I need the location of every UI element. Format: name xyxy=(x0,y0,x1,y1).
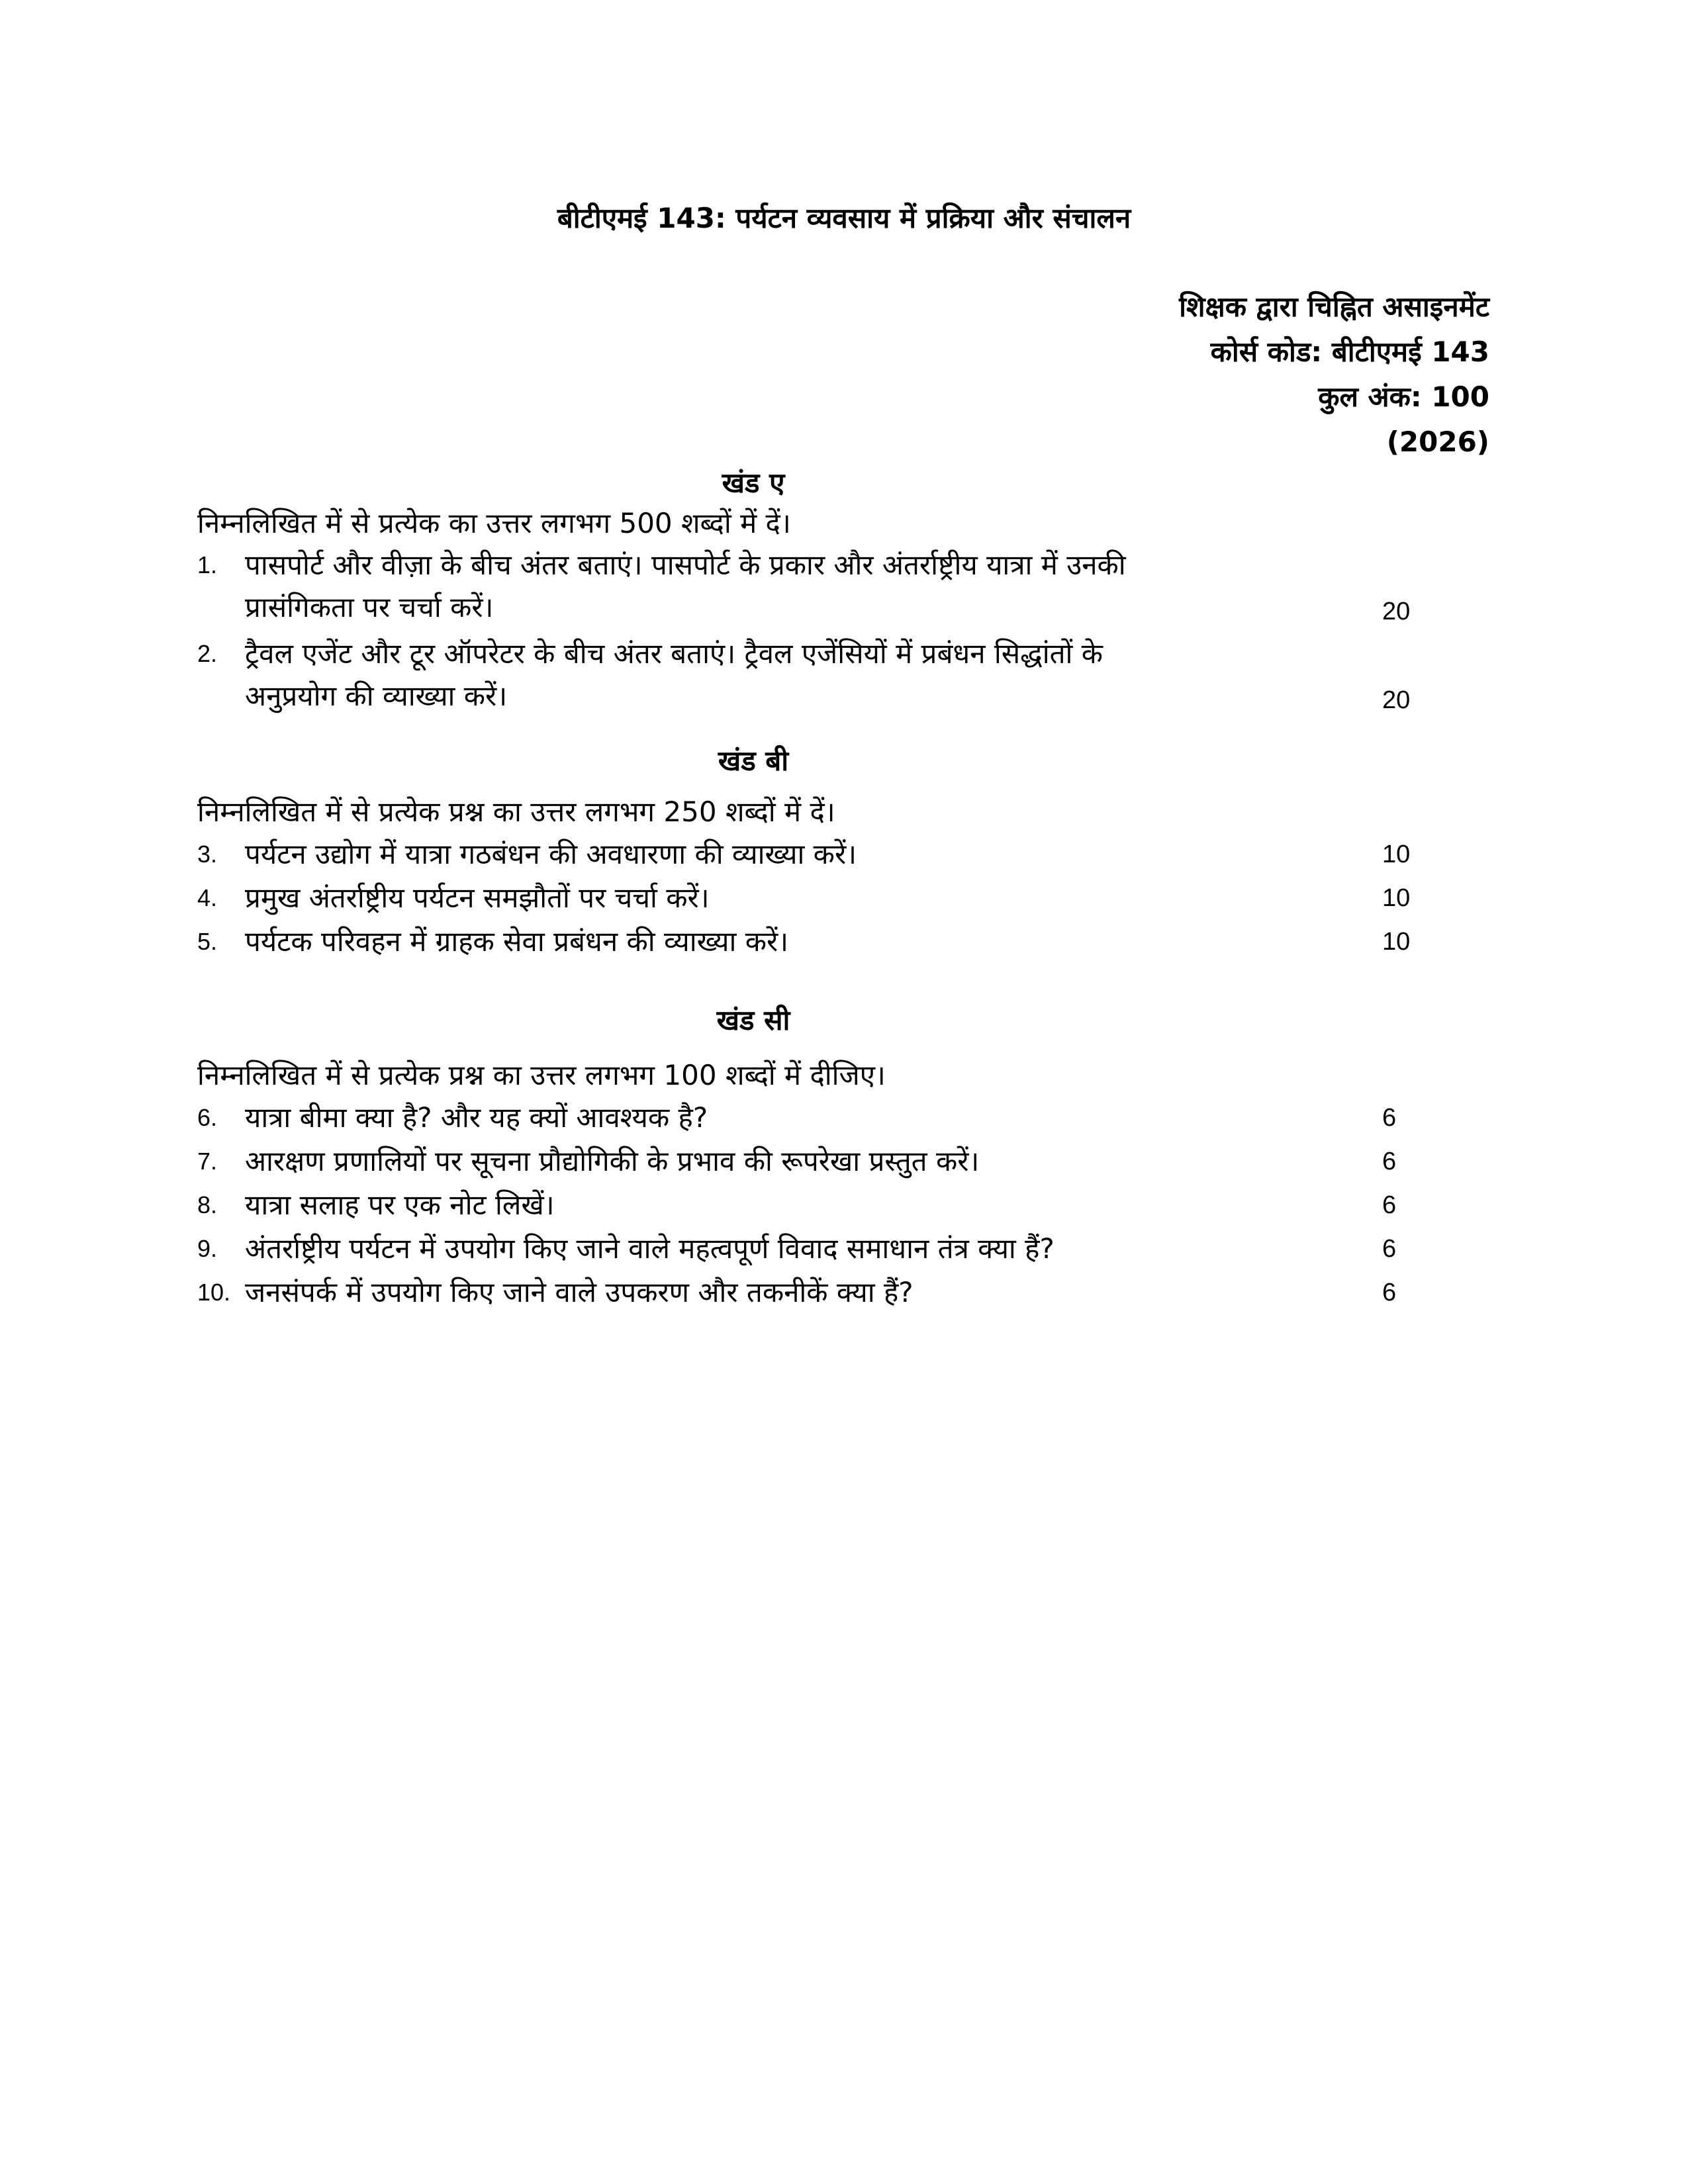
question-number: 3. xyxy=(197,841,218,868)
question-item xyxy=(197,1227,1422,1271)
question-text: अंतर्राष्ट्रीय पर्यटन में उपयोग किए जाने वाले महत्वपूर्ण विवाद समाधान तंत्र क्या हैं? xyxy=(245,1232,1055,1265)
question-text xyxy=(245,544,1370,629)
question-text: आरक्षण प्रणालियों पर सूचना प्रौद्योगिकी के प्रभाव की रूपरेखा प्रस्तुत करें। xyxy=(245,1145,980,1177)
question-item xyxy=(197,1271,1422,1314)
section-b xyxy=(197,741,1422,964)
question-item xyxy=(197,544,1422,633)
total-marks: कुल अंक: 100 xyxy=(1318,381,1489,413)
assignment-label: शिक्षक द्वारा चिह्नित असाइनमेंट xyxy=(1179,291,1489,323)
section-heading: खंड सी xyxy=(716,1004,790,1036)
question-text: जनसंपर्क में उपयोग किए जाने वाले उपकरण और तकनीकें क्या हैं? xyxy=(245,1276,914,1308)
question-text: यात्रा बीमा क्या है? और यह क्यों आवश्यक है? xyxy=(245,1101,708,1134)
question-number: 4. xyxy=(197,884,218,911)
section-a xyxy=(197,463,1422,721)
section-c xyxy=(197,1001,1422,1314)
section-heading: खंड बी xyxy=(718,745,789,777)
question-number: 2. xyxy=(197,640,218,667)
question-text-line: प्रासंगिकता पर चर्चा करें। xyxy=(245,591,494,623)
question-marks: 20 xyxy=(1382,686,1411,714)
question-marks: 6 xyxy=(1382,1148,1397,1175)
question-number: 8. xyxy=(197,1191,218,1218)
section-instruction: निम्नलिखित में से प्रत्येक प्रश्न का उत्तर लगभग 100 शब्दों में दीजिए। xyxy=(197,1059,886,1091)
question-text: पर्यटन उद्योग में यात्रा गठबंधन की अवधारणा की व्याख्या करें। xyxy=(245,838,857,870)
page-title: बीटीएमई 143: पर्यटन व्यवसाय में प्रक्रिया और संचालन xyxy=(557,202,1131,234)
section-instruction: निम्नलिखित में से प्रत्येक प्रश्न का उत्तर लगभग 250 शब्दों में दें। xyxy=(197,796,835,828)
assignment-year: (2026) xyxy=(1386,426,1489,458)
question-item xyxy=(197,633,1422,721)
section-instruction: निम्नलिखित में से प्रत्येक का उत्तर लगभग 500 शब्दों में दें। xyxy=(197,507,791,539)
question-marks: 6 xyxy=(1382,1191,1397,1219)
question-number: 1. xyxy=(197,551,218,578)
section-heading: खंड ए xyxy=(722,467,785,499)
question-marks: 10 xyxy=(1382,841,1411,868)
question-text: पर्यटक परिवहन में ग्राहक सेवा प्रबंधन की व्याख्या करें। xyxy=(245,925,789,958)
question-marks: 6 xyxy=(1382,1279,1397,1306)
question-text: प्रमुख अंतर्राष्ट्रीय पर्यटन समझौतों पर चर्चा करें। xyxy=(245,882,710,914)
question-number: 6. xyxy=(197,1104,218,1131)
question-marks: 10 xyxy=(1382,884,1411,912)
question-number: 9. xyxy=(197,1235,218,1262)
question-text: यात्रा सलाह पर एक नोट लिखें। xyxy=(245,1189,555,1221)
course-code: कोर्स कोड: बीटीएमई 143 xyxy=(1210,336,1489,368)
question-item xyxy=(197,1096,1422,1140)
question-marks: 10 xyxy=(1382,928,1411,956)
question-marks: 20 xyxy=(1382,598,1411,625)
question-marks: 6 xyxy=(1382,1235,1397,1263)
question-number: 10. xyxy=(197,1279,231,1306)
question-item xyxy=(197,876,1422,920)
question-number: 7. xyxy=(197,1148,218,1175)
question-text-line: ट्रैवल एजेंट और टूर ऑपरेटर के बीच अंतर बताएं। ट्रैवल एजेंसियों में प्रबंधन सिद्धांतों के xyxy=(245,637,1103,670)
question-number: 5. xyxy=(197,928,218,955)
question-text-line: पासपोर्ट और वीज़ा के बीच अंतर बताएं। पासपोर्ट के प्रकार और अंतर्राष्ट्रीय यात्रा में उनकी xyxy=(245,549,1126,581)
question-item xyxy=(197,920,1422,964)
question-text-line: अनुप्रयोग की व्याख्या करें। xyxy=(245,680,508,712)
assignment-meta xyxy=(1179,285,1489,465)
question-item xyxy=(197,833,1422,876)
question-marks: 6 xyxy=(1382,1104,1397,1132)
question-text xyxy=(245,633,1370,717)
question-item xyxy=(197,1183,1422,1227)
question-item xyxy=(197,1140,1422,1183)
